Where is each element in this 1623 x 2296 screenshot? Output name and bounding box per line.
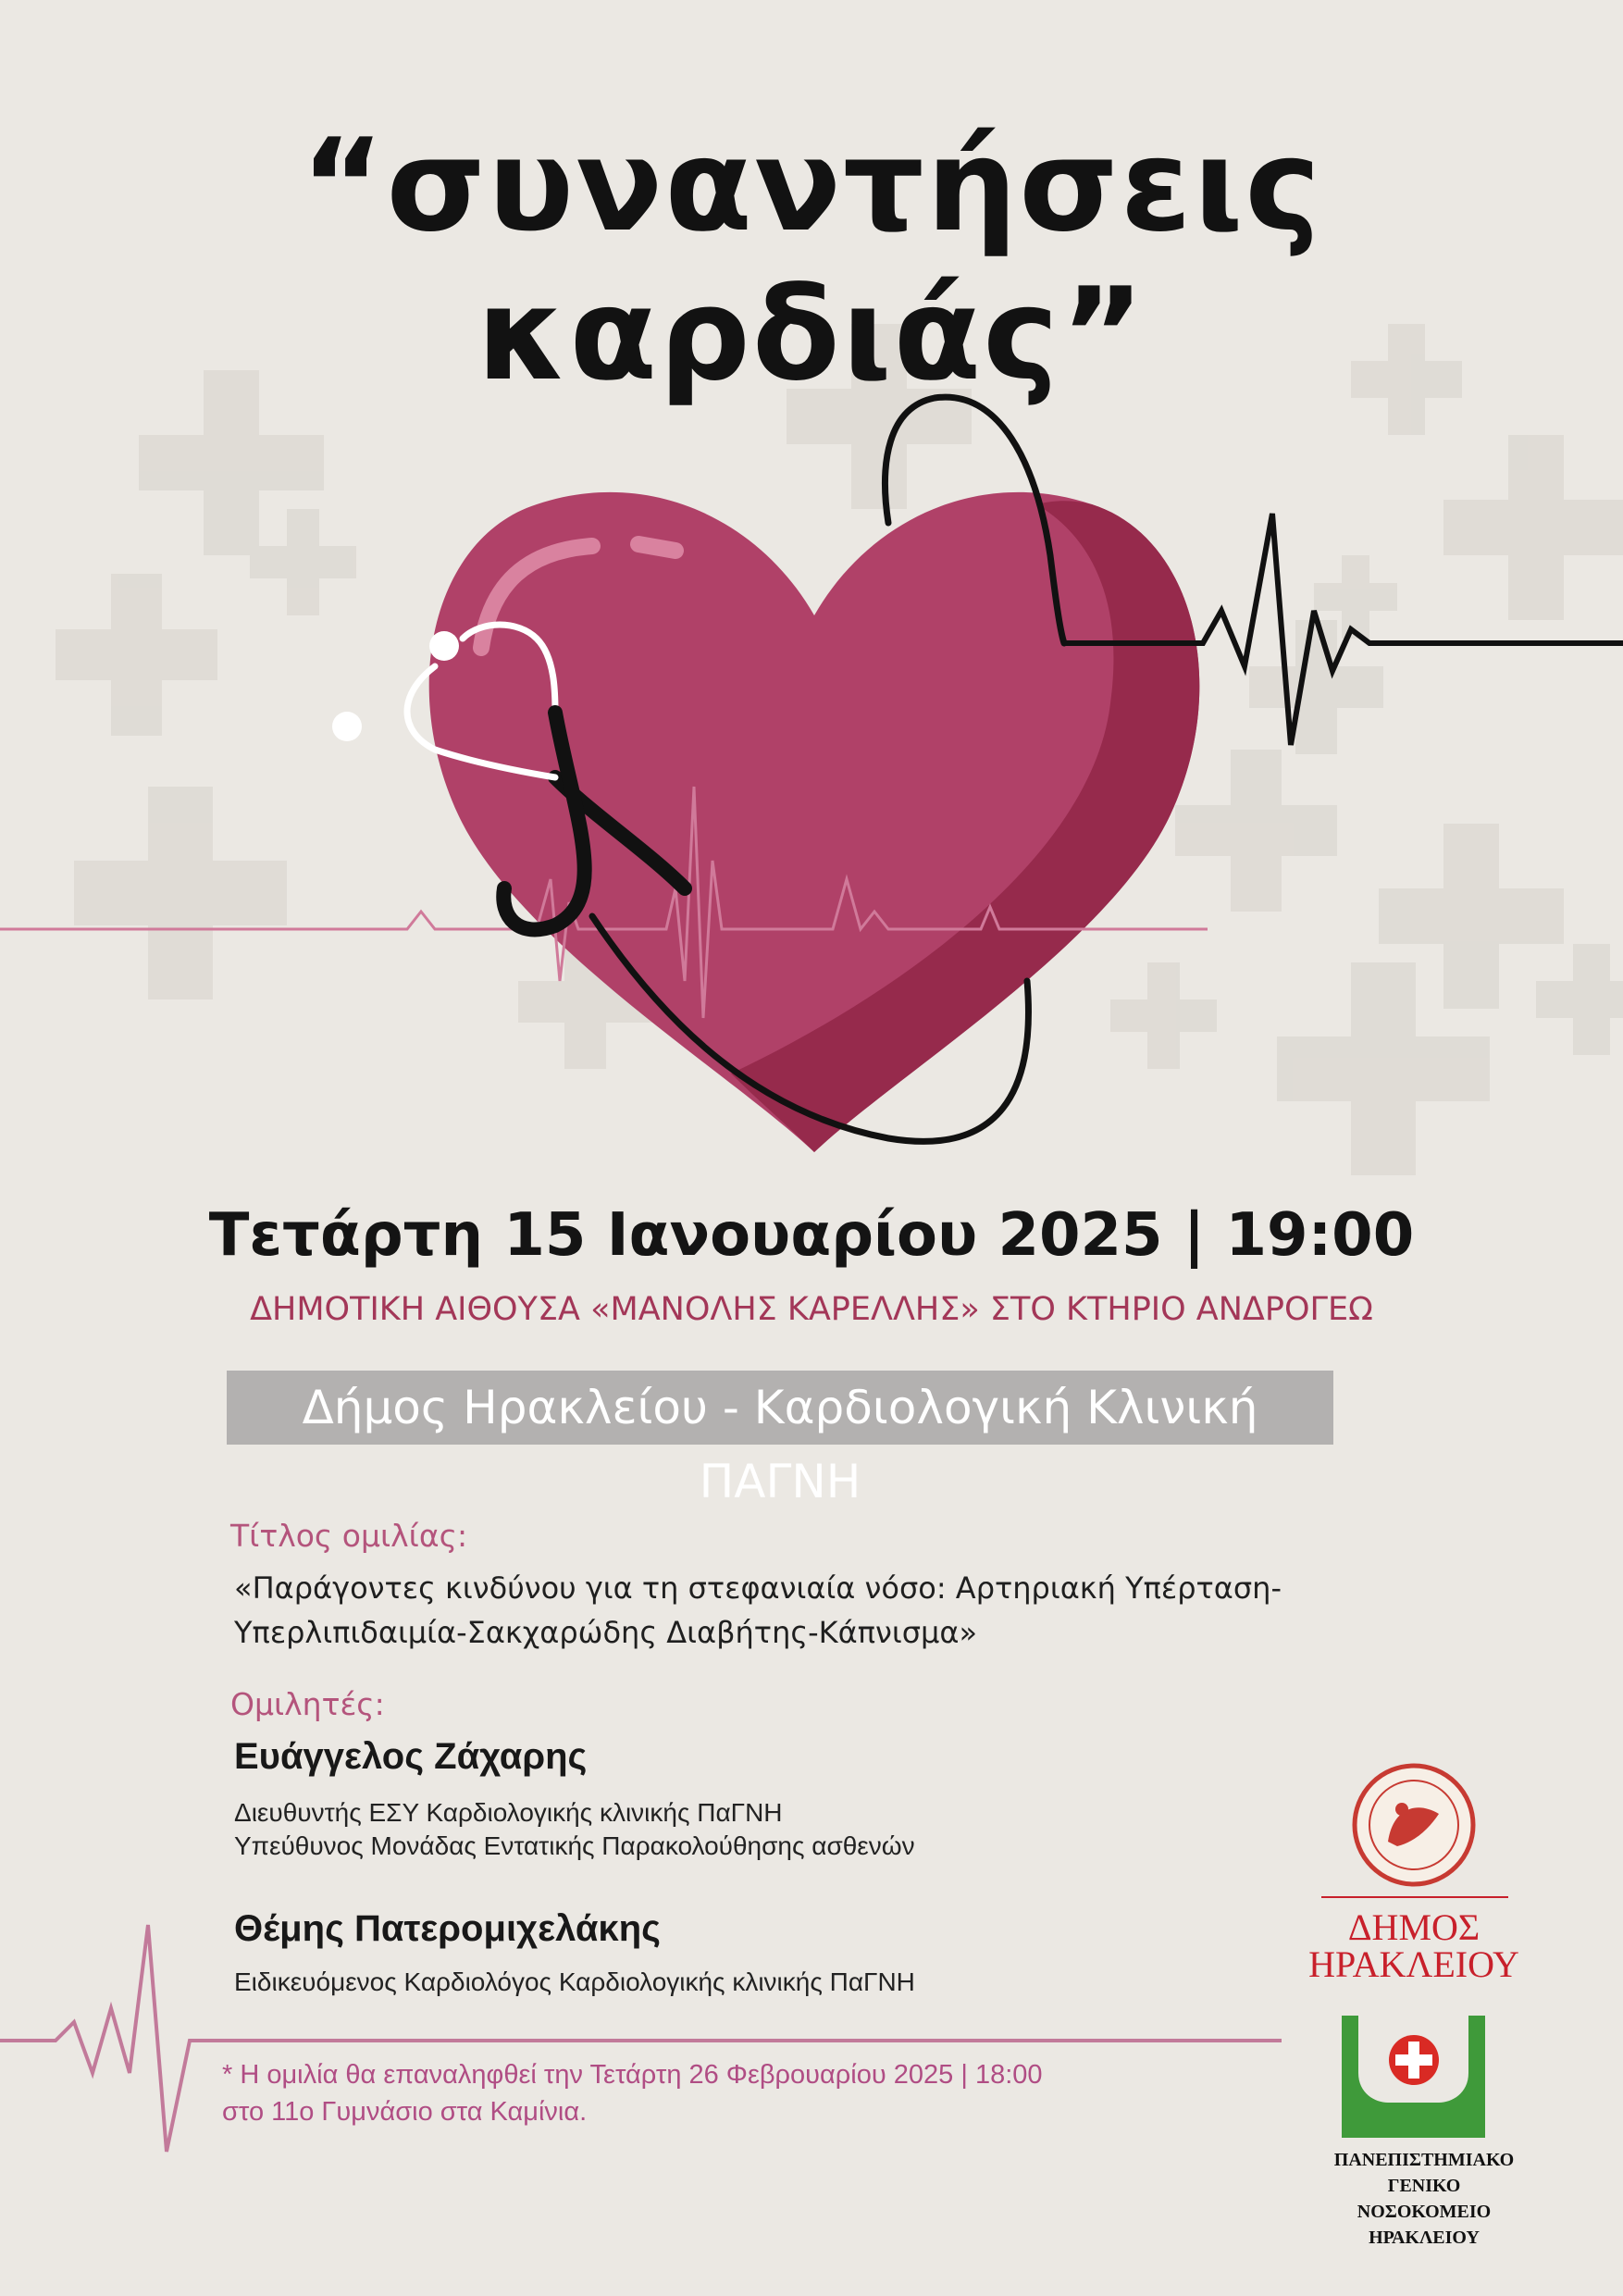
speaker-role	[234, 1796, 915, 1863]
dimos-heraklion-seal-logo	[1355, 1766, 1473, 1884]
heart-icon	[429, 492, 1200, 1152]
speaker-role-line: Υπεύθυνος Μονάδας Εντατικής Παρακολούθησης ασθενών	[234, 1831, 915, 1860]
pagni-wordmark-line: ΗΡΑΚΛΕΙΟΥ	[1369, 2228, 1480, 2248]
talk-title-line-1: «Παράγοντες κινδύνου για τη στεφανιαία νόσο: Αρτηριακή Υπέρταση-	[234, 1570, 1282, 1606]
pagni-wordmark-line: ΝΟΣΟΚΟΜΕΙΟ	[1357, 2202, 1492, 2222]
talk-title	[234, 1566, 1326, 1655]
pagni-wordmark	[1290, 2147, 1558, 2251]
dimos-wordmark-line: ΔΗΜΟΣ	[1347, 1906, 1481, 1948]
pagni-hospital-logo	[1342, 2016, 1485, 2138]
event-date-time: Τετάρτη 15 Ιανουαρίου 2025 | 19:00	[208, 1201, 1415, 1270]
speakers-label: Ομιλητές:	[230, 1686, 385, 1722]
repeat-note-line-1: * Η ομιλία θα επαναληφθεί την Τετάρτη 26 Φεβρουαρίου 2025 | 18:00	[222, 2060, 1043, 2090]
dimos-heraklion-wordmark	[1294, 1906, 1534, 1985]
speaker-name: Θέμης Πατερομιχελάκης	[234, 1908, 661, 1949]
repeat-note	[222, 2056, 1240, 2130]
event-venue: ΔΗΜΟΤΙΚΗ ΑΙΘΟΥΣΑ «ΜΑΝΟΛΗΣ ΚΑΡΕΛΛΗΣ» ΣΤΟ ΚΤΗΡΙΟ ΑΝΔΡΟΓΕΩ	[250, 1291, 1373, 1328]
talk-title-label: Τίτλος ομιλίας:	[230, 1518, 468, 1554]
pagni-wordmark-line: ΓΕΝΙΚΟ	[1387, 2176, 1461, 2196]
poster-title: “συναντήσεις καρδιάς”	[300, 111, 1323, 409]
speaker-role-line: Ειδικευόμενος Καρδιολόγος Καρδιολογικής κλινικής ΠαΓΝΗ	[234, 1967, 915, 1996]
pagni-wordmark-line: ΠΑΝΕΠΙΣΤΗΜΙΑΚΟ	[1333, 2150, 1515, 2170]
speaker-role	[234, 1966, 915, 1999]
talk-title-line-2: Υπερλιπιδαιμία-Σακχαρώδης Διαβήτης-Κάπνισμα»	[234, 1615, 978, 1650]
repeat-note-line-2: στο 11ο Γυμνάσιο στα Καμίνια.	[222, 2097, 588, 2127]
dimos-wordmark-line: ΗΡΑΚΛΕΙΟΥ	[1308, 1943, 1519, 1985]
speaker-role-line: Διευθυντής ΕΣΥ Καρδιολογικής κλινικής ΠαΓΝΗ	[234, 1798, 783, 1827]
speaker-name: Ευάγγελος Ζάχαρης	[234, 1736, 588, 1777]
organizers-banner: Δήμος Ηρακλείου - Καρδιολογική Κλινική ΠΑΓΝΗ	[227, 1371, 1333, 1445]
